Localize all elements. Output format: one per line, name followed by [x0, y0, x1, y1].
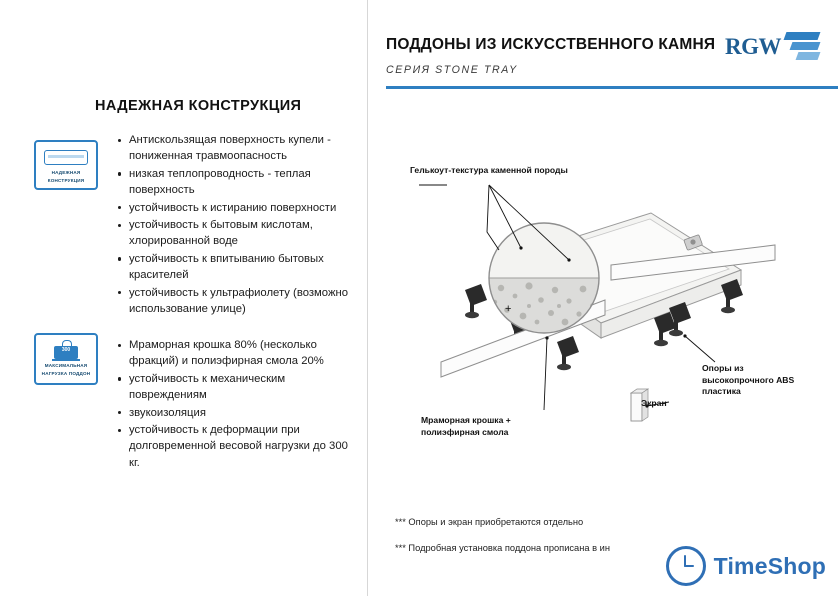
list-item: устойчивость к механическим повреждениям [129, 371, 354, 404]
callout-screen: Экран [641, 398, 667, 408]
left-panel [0, 0, 368, 596]
svg-text:+: + [505, 303, 512, 315]
page-title: ПОДДОНЫ ИЗ ИСКУССТВЕННОГО КАМНЯ [386, 36, 716, 53]
footnote-2: *** Подробная установка поддона прописана в ин [395, 543, 610, 553]
list-item: устойчивость к ультрафиолету (возможно использование улице) [129, 285, 354, 318]
product-illustration [369, 110, 840, 490]
callout-gelcoat: Гелькоут-текстура каменной породы [410, 165, 568, 175]
tray-layers-icon [38, 146, 94, 168]
list-item: низкая теплопроводность - теплая поверхность [129, 166, 354, 199]
badge1-line2: КОНСТРУКЦИЯ [47, 178, 85, 183]
weight-value: 300 [54, 346, 78, 359]
watermark-time: Time [713, 552, 768, 579]
watermark-text [714, 553, 826, 580]
badge2-line2: НАГРУЗКА ПОДДОН [41, 371, 91, 376]
watermark-shop: Shop [767, 552, 826, 579]
badge-reliable-construction [34, 140, 98, 190]
list-item: устойчивость к истиранию поверхности [129, 200, 354, 216]
rgw-logo [707, 30, 823, 70]
left-panel-title: НАДЕЖНАЯ КОНСТРУКЦИЯ [95, 98, 302, 114]
list-item: Антискользящая поверхность купели - пониженная травмоопасность [129, 132, 354, 165]
header-divider [386, 86, 838, 89]
page-subtitle: СЕРИЯ STONE TRAY [386, 64, 518, 76]
feature-list-construction [115, 132, 354, 318]
right-panel [369, 0, 840, 596]
badge-max-load [34, 333, 98, 385]
list-item: устойчивость к бытовым кислотам, хлорированной воде [129, 217, 354, 250]
logo-wordmark: RGW [725, 34, 781, 59]
timeshop-watermark [666, 546, 826, 586]
footnote-1: *** Опоры и экран приобретаются отдельно [395, 517, 584, 527]
badge1-line1: НАДЕЖНАЯ [51, 170, 81, 175]
list-item: устойчивость к деформации при долговременной весовой нагрузки до 300 кг. [129, 422, 354, 471]
badge2-line1: МАКСИМАЛЬНАЯ [44, 363, 88, 368]
callout-supports: Опоры из высокопрочного ABS пластика [702, 363, 795, 396]
list-item: Мраморная крошка 80% (несколько фракций) и полиэфирная смола 20% [129, 337, 354, 370]
list-item: звукоизоляция [129, 405, 354, 421]
logo-mark-icon [783, 30, 823, 64]
weight-icon [38, 339, 94, 361]
list-item: устойчивость к впитыванию бытовых красителей [129, 251, 354, 284]
callout-marble: Мраморная крошка + полиэфирная смола [421, 415, 511, 437]
feature-list-load [115, 337, 354, 472]
clock-icon [666, 546, 706, 586]
